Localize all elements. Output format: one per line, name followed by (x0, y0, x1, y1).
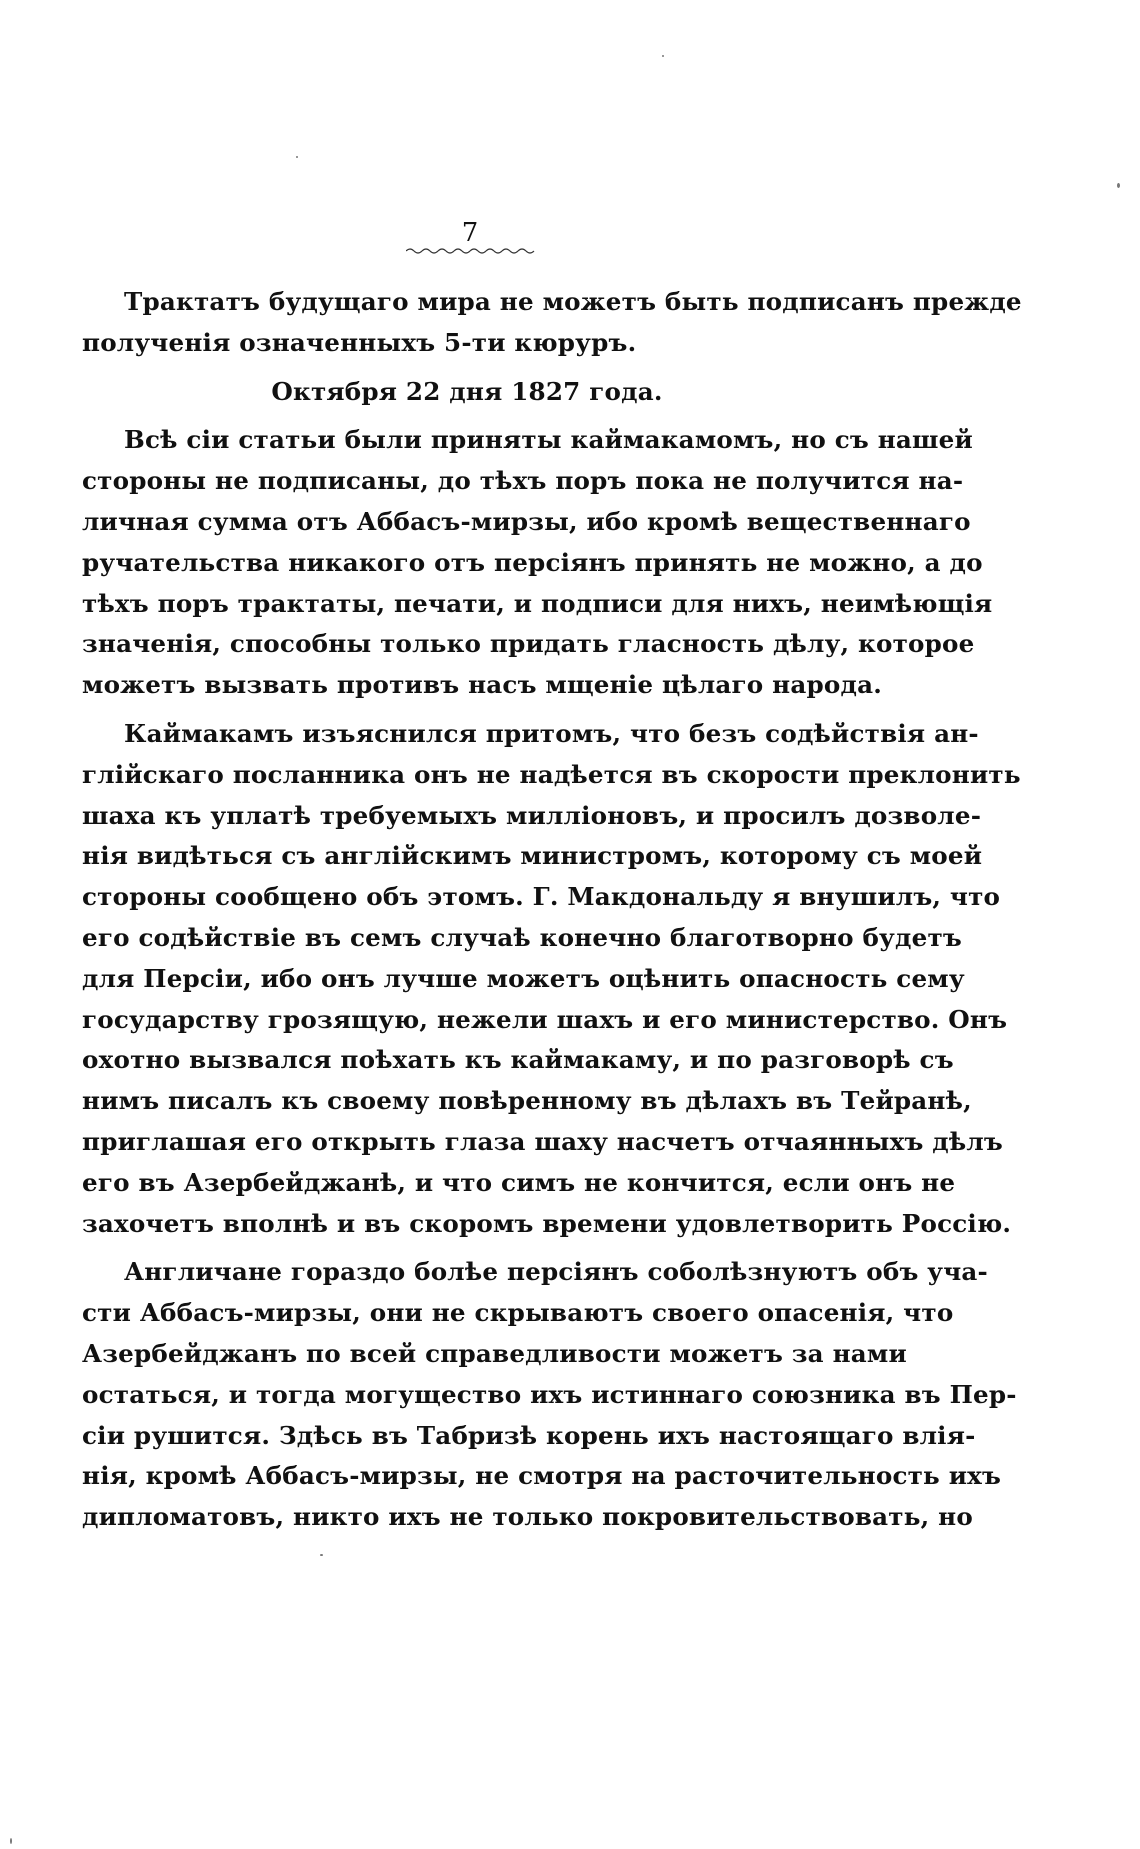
text-line: Трактатъ будущаго мира не можетъ быть подписанъ прежде (124, 287, 1022, 316)
text-line: Каймакамъ изъяснился притомъ, что безъ содѣйствія ан- (124, 718, 979, 748)
scan-speck (296, 156, 298, 158)
scan-speck (320, 1554, 323, 1556)
page-number: 7 (461, 218, 479, 248)
text-line: нія видѣться съ англійскимъ министромъ, которому съ моей (82, 841, 983, 871)
text-line: личная сумма отъ Аббасъ-мирзы, ибо кромѣ вещественнаго (82, 506, 971, 536)
paragraph-gap (82, 412, 852, 420)
text-line: полученія означенныхъ 5-ти кюруръ. (82, 327, 637, 357)
text-line: стороны не подписаны, до тѣхъ поръ пока не получится на- (82, 466, 964, 496)
text-line: захочетъ вполнѣ и въ скоромъ времени удовлетворить Россію. (82, 1208, 1012, 1238)
text-line: приглашая его открыть глаза шаху насчетъ отчаянныхъ дѣлъ (82, 1126, 1004, 1156)
paragraph-gap (82, 706, 852, 714)
text-line: можетъ вызвать противъ насъ мщеніе цѣлаго народа. (82, 670, 882, 700)
text-line: Всѣ сіи статьи были приняты каймакамомъ, но съ нашей (124, 425, 973, 455)
text-line: шаха къ уплатѣ требуемыхъ милліоновъ, и просилъ дозволе- (82, 800, 982, 830)
text-line: дипломатовъ, никто ихъ не только покровительствовать, но (82, 1502, 973, 1532)
text-line: Англичане гораздо болѣе персіянъ соболѣзнуютъ объ уча- (124, 1257, 988, 1287)
body-text (82, 282, 1022, 1538)
date-line: Октября 22 дня 1827 года. (271, 376, 663, 406)
paragraph-gap (82, 364, 852, 372)
text-line: охотно вызвался поѣхать къ каймакаму, и по разговорѣ съ (82, 1045, 954, 1075)
scan-speck (662, 55, 664, 57)
text-line: для Персіи, ибо онъ лучше можетъ оцѣнить опасность сему (82, 963, 965, 993)
scan-speck (10, 1838, 12, 1844)
scan-speck (1117, 183, 1120, 188)
text-line: стороны сообщено объ этомъ. Г. Макдональду я внушилъ, что (82, 882, 1001, 912)
text-line: Азербейджанъ по всей справедливости можетъ за нами (82, 1338, 907, 1368)
text-line: его въ Азербейджанѣ, и что симъ не кончится, если онъ не (82, 1167, 956, 1197)
text-line: его содѣйствіе въ семъ случаѣ конечно благотворно будетъ (82, 922, 962, 952)
decorative-wavy-rule (406, 246, 536, 254)
text-line: ручательства никакого отъ персіянъ принять не можно, а до (82, 547, 983, 577)
text-line: нимъ писалъ къ своему повѣренному въ дѣлахъ въ Тейранѣ, (82, 1086, 972, 1116)
text-line: значенія, способны только придать гласность дѣлу, которое (82, 629, 975, 659)
text-line: сти Аббасъ-мирзы, они не скрываютъ своего опасенія, что (82, 1298, 954, 1328)
text-line: остаться, и тогда могущество ихъ истиннаго союзника въ Пер- (82, 1379, 1017, 1409)
paragraph-gap (82, 1244, 852, 1252)
text-line: нія, кромѣ Аббасъ-мирзы, не смотря на расточительность ихъ (82, 1461, 1002, 1491)
text-line: государству грозящую, нежели шахъ и его министерство. Онъ (82, 1004, 1008, 1034)
text-line: глійскаго посланника онъ не надѣется въ скорости преклонить (82, 759, 1021, 789)
text-line: тѣхъ поръ трактаты, печати, и подписи для нихъ, неимѣющія (82, 588, 993, 618)
text-line: сіи рушится. Здѣсь въ Табризѣ корень ихъ настоящаго влія- (82, 1420, 976, 1450)
